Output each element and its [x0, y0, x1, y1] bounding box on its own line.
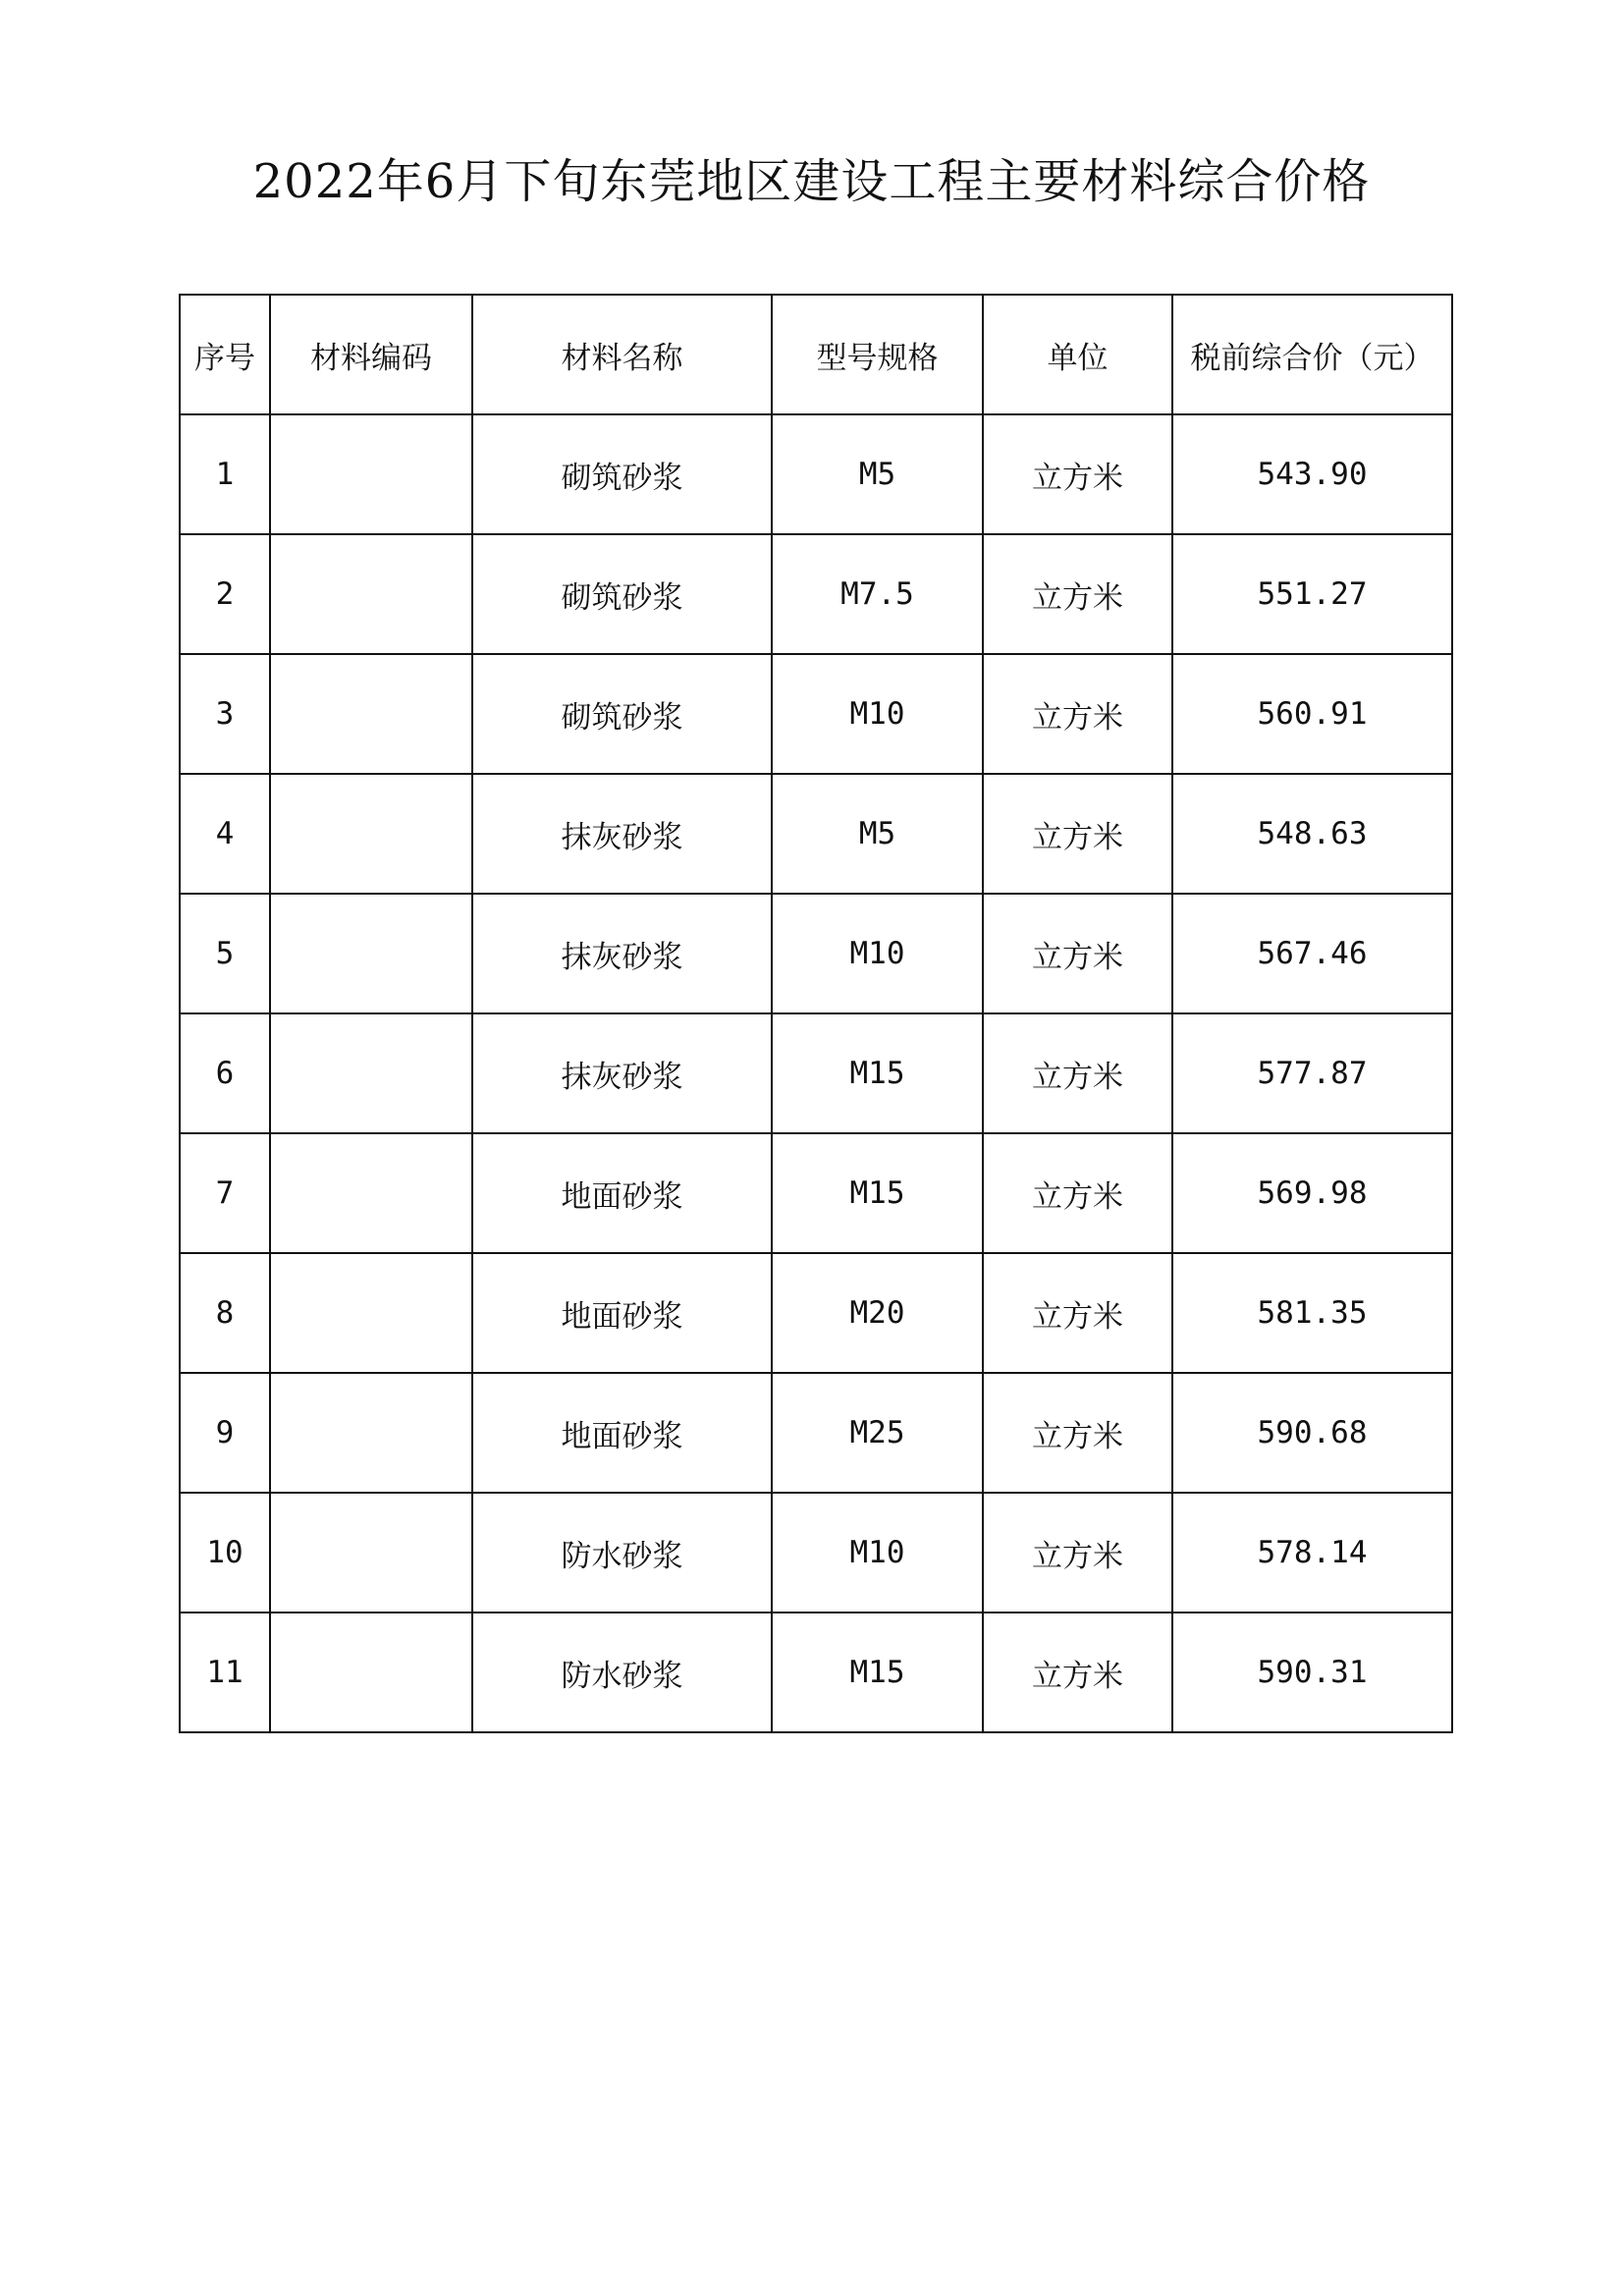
cell-spec: M5 [772, 414, 983, 534]
cell-spec: M10 [772, 1493, 983, 1613]
table-row [180, 774, 1452, 894]
cell-index: 9 [180, 1373, 270, 1493]
cell-material-name: 砌筑砂浆 [472, 534, 772, 654]
cell-price: 590.68 [1172, 1373, 1452, 1493]
cell-price: 548.63 [1172, 774, 1452, 894]
cell-material-code [270, 654, 472, 774]
cell-price: 560.91 [1172, 654, 1452, 774]
table-row [180, 1133, 1452, 1253]
table-row [180, 414, 1452, 534]
cell-unit: 立方米 [983, 414, 1172, 534]
cell-material-name: 抹灰砂浆 [472, 1013, 772, 1133]
cell-unit: 立方米 [983, 1493, 1172, 1613]
cell-spec: M7.5 [772, 534, 983, 654]
table-row [180, 654, 1452, 774]
cell-index: 8 [180, 1253, 270, 1373]
cell-material-code [270, 534, 472, 654]
table-row [180, 534, 1452, 654]
cell-material-code [270, 894, 472, 1013]
cell-material-name: 地面砂浆 [472, 1133, 772, 1253]
page-title: 2022年6月下旬东莞地区建设工程主要材料综合价格 [252, 154, 1371, 209]
cell-material-name: 地面砂浆 [472, 1373, 772, 1493]
cell-index: 1 [180, 414, 270, 534]
cell-material-code [270, 414, 472, 534]
cell-index: 6 [180, 1013, 270, 1133]
cell-spec: M15 [772, 1133, 983, 1253]
cell-material-name: 防水砂浆 [472, 1613, 772, 1732]
cell-price: 581.35 [1172, 1253, 1452, 1373]
cell-price: 577.87 [1172, 1013, 1452, 1133]
cell-spec: M5 [772, 774, 983, 894]
table-row [180, 1253, 1452, 1373]
cell-spec: M15 [772, 1013, 983, 1133]
cell-material-name: 地面砂浆 [472, 1253, 772, 1373]
cell-price: 569.98 [1172, 1133, 1452, 1253]
cell-spec: M25 [772, 1373, 983, 1493]
cell-unit: 立方米 [983, 1013, 1172, 1133]
cell-unit: 立方米 [983, 774, 1172, 894]
cell-unit: 立方米 [983, 1253, 1172, 1373]
table-row [180, 1013, 1452, 1133]
cell-unit: 立方米 [983, 1613, 1172, 1732]
table-row [180, 1493, 1452, 1613]
header-material-name: 材料名称 [472, 295, 772, 414]
cell-material-code [270, 1613, 472, 1732]
cell-material-code [270, 774, 472, 894]
cell-material-name: 抹灰砂浆 [472, 894, 772, 1013]
cell-material-code [270, 1253, 472, 1373]
cell-material-name: 砌筑砂浆 [472, 414, 772, 534]
cell-index: 5 [180, 894, 270, 1013]
header-unit: 单位 [983, 295, 1172, 414]
cell-material-code [270, 1133, 472, 1253]
cell-index: 7 [180, 1133, 270, 1253]
cell-spec: M15 [772, 1613, 983, 1732]
cell-unit: 立方米 [983, 894, 1172, 1013]
cell-material-name: 防水砂浆 [472, 1493, 772, 1613]
cell-index: 3 [180, 654, 270, 774]
header-material-code: 材料编码 [270, 295, 472, 414]
cell-price: 578.14 [1172, 1493, 1452, 1613]
cell-material-code [270, 1493, 472, 1613]
cell-unit: 立方米 [983, 1133, 1172, 1253]
cell-index: 2 [180, 534, 270, 654]
cell-price: 551.27 [1172, 534, 1452, 654]
cell-material-code [270, 1013, 472, 1133]
cell-material-name: 砌筑砂浆 [472, 654, 772, 774]
cell-spec: M20 [772, 1253, 983, 1373]
cell-price: 590.31 [1172, 1613, 1452, 1732]
cell-index: 11 [180, 1613, 270, 1732]
cell-price: 543.90 [1172, 414, 1452, 534]
table-row [180, 894, 1452, 1013]
cell-material-name: 抹灰砂浆 [472, 774, 772, 894]
header-price: 税前综合价（元） [1172, 295, 1452, 414]
table-row [180, 1613, 1452, 1732]
cell-spec: M10 [772, 654, 983, 774]
cell-unit: 立方米 [983, 654, 1172, 774]
table-row [180, 1373, 1452, 1493]
cell-spec: M10 [772, 894, 983, 1013]
price-table [179, 294, 1453, 1733]
cell-index: 10 [180, 1493, 270, 1613]
cell-index: 4 [180, 774, 270, 894]
cell-unit: 立方米 [983, 534, 1172, 654]
cell-price: 567.46 [1172, 894, 1452, 1013]
table-header-row [180, 295, 1452, 414]
cell-unit: 立方米 [983, 1373, 1172, 1493]
header-spec: 型号规格 [772, 295, 983, 414]
cell-material-code [270, 1373, 472, 1493]
header-index: 序号 [180, 295, 270, 414]
